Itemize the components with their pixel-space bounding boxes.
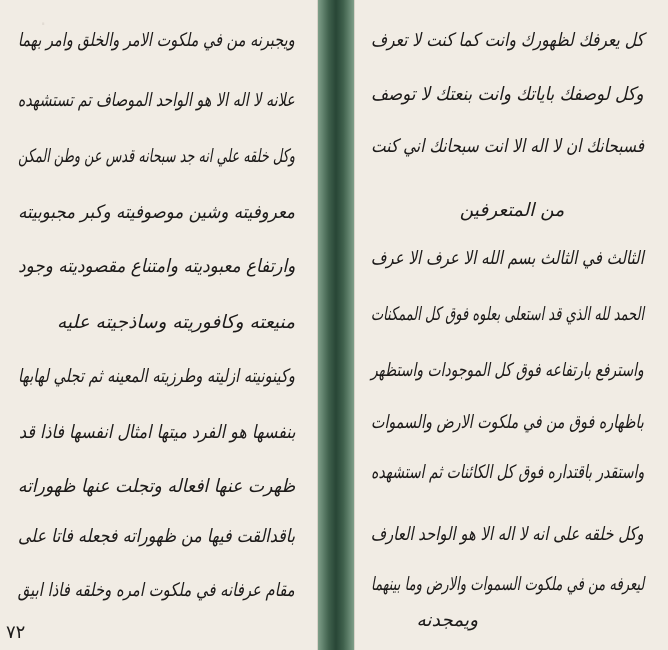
text-line: وكل خلقه على انه لا اله الا هو الواحد العارف — [371, 524, 644, 545]
text-line: مقام عرفانه في ملكوت امره وخلقه فاذا ابيق — [18, 580, 295, 601]
text-line: باقدالقت فيها من ظهوراته فجعله فاتا على — [17, 526, 295, 547]
text-line: ويجبرنه من في ملكوت الامر والخلق وامر بهما — [18, 30, 295, 51]
text-line: وكل خلقه علي انه جد سبحانه قدس عن وطن المكن — [18, 146, 295, 167]
text-line: وارتفاع معبوديته وامتناع مقصوديته وجود — [17, 256, 295, 277]
text-line: وكل لوصفك باياتك وانت بنعتك لا توصف — [371, 84, 644, 105]
text-line: واسترفع بارتفاعه فوق كل الموجودات واستظهر — [371, 360, 644, 381]
book-spine — [318, 0, 354, 650]
text-line: بنفسها هو الفرد ميتها امثال انفسها فاذا قد — [18, 422, 295, 443]
text-line: ويمجدنه — [416, 610, 478, 631]
text-line: الحمد لله الذي قد استعلى بعلوه فوق كل الممكنات — [370, 304, 644, 325]
left-page: . ويجبرنه من في ملكوت الامر والخلق وامر بهما علانه لا اله الا هو الواحد الموصاف تم تستشهده وكل خلقه علي انه جد سبحانه قدس عن وطن المكن معروفيته وشين موصوفيته وكبر مجبوبيته وارتفاع معبوديته وامتناع مقصوديته وجود منيعته وكافوريته وساذجيته عليه وكينونيته ازليته وطرزيته المعينه ثم تجلي لهابها بنفسها هو الفرد ميتها امثال انفسها فاذا قد ظهرت عنها افعاله وتجلت عنها ظهوراته باقدالقت فيها من ظهوراته فجعله فاتا على مقام عرفانه في ملكوت امره وخلقه فاذا ابيق ٧٢ — [0, 0, 318, 650]
text-line: ليعرفه من في ملكوت السموات والارض وما بينهما — [370, 574, 644, 595]
text-line: من المتعرفين — [459, 200, 565, 221]
text-line: كل يعرفك لظهورك وانت كما كنت لا تعرف — [371, 30, 644, 51]
section-heading: الثالث في الثالث بسم الله الا عرف الا عرف — [370, 248, 644, 269]
text-line: واستقدر باقتداره فوق كل الكائنات ثم استشهده — [370, 462, 644, 483]
text-line: معروفيته وشين موصوفيته وكبر مجبوبيته — [18, 202, 295, 223]
text-line: باظهاره فوق من في ملكوت الارض والسموات — [371, 412, 644, 433]
text-line: فسبحانك ان لا اله الا انت سبحانك اني كنت — [371, 136, 644, 157]
text-line: منيعته وكافوريته وساذجيته عليه — [57, 312, 295, 333]
text-line: علانه لا اله الا هو الواحد الموصاف تم تستشهده — [18, 90, 295, 111]
text-line: ظهرت عنها افعاله وتجلت عنها ظهوراته — [17, 476, 295, 497]
text-line: وكينونيته ازليته وطرزيته المعينه ثم تجلي لهابها — [18, 366, 295, 387]
right-page — [354, 0, 668, 650]
page-number: ٧٢ — [6, 622, 26, 643]
